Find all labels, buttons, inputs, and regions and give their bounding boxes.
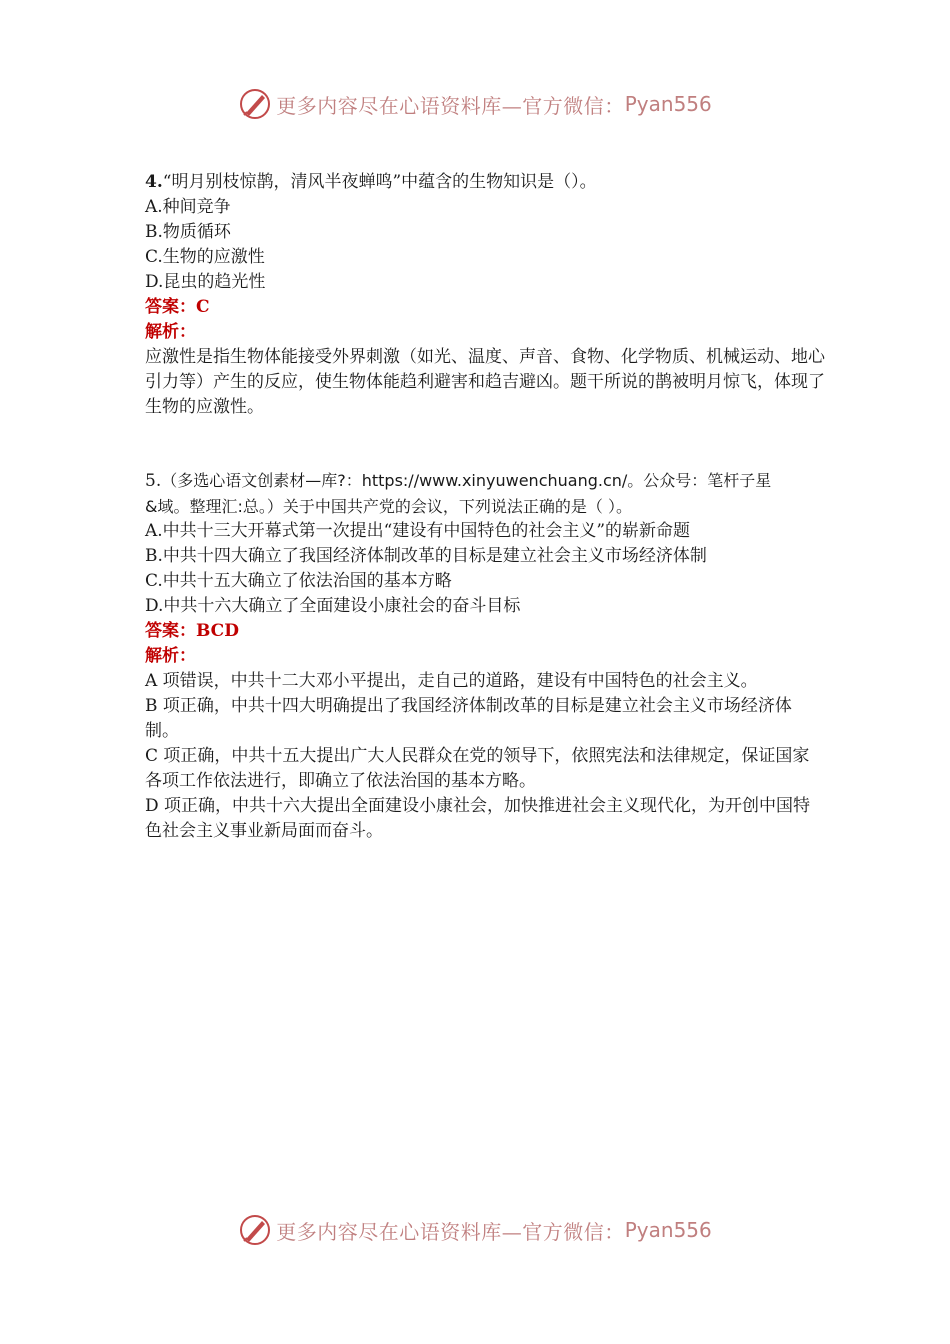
q4-option-d: D.昆虫的趋光性 [145,272,266,292]
q4-option-c: C.生物的应激性 [145,247,265,267]
banner-wechat-id: Pyan556 [624,92,712,116]
q5-analysis-d: D 项正确，中共十六大提出全面建设小康社会，加快推进社会主义现代化，为开创中国特色社会主义事业新局面而奋斗。 [145,796,811,841]
q4-analysis-label: 解析： [145,322,196,342]
header-banner [0,84,950,124]
footer-banner-text: 更多内容尽在心语资料库—官方微信： [276,1219,625,1244]
q5-analysis-a: A 项错误，中共十二大邓小平提出，走自己的道路，建设有中国特色的社会主义。 [145,671,758,691]
footer-banner-wechat-id: Pyan556 [624,1218,712,1242]
document-body [145,170,825,844]
q5-answer: 答案：BCD [145,621,239,641]
q5-analysis-c: C 项正确，中共十五大提出广大人民群众在党的领导下，依照宪法和法律规定，保证国家各项工作依法进行，即确立了依法治国的基本方略。 [145,746,810,791]
q5-analysis-label: 解析： [145,646,196,666]
q4-option-a: A.种间竞争 [145,197,231,217]
pen-logo-icon [238,1213,272,1247]
footer-banner [0,1210,950,1250]
question-5-stem-line2: &域。整理汇:总。）关于中国共产党的会议，下列说法正确的是（ ）。 [145,497,632,516]
question-5-stem-line1: 5.（多选心语文创素材—库?：https://www.xinyuwenchuang.cn/。公众号：笔杆子星 [145,471,772,491]
q5-analysis-b: B 项正确，中共十四大明确提出了我国经济体制改革的目标是建立社会主义市场经济体制。 [145,696,792,741]
q4-answer: 答案：C [145,297,210,317]
q4-analysis: 应激性是指生物体能接受外界刺激（如光、温度、声音、食物、化学物质、机械运动、地心引力等）产生的反应，使生物体能趋利避害和趋吉避凶。题干所说的鹊被明月惊飞，体现了生物的应激性。 [145,347,825,417]
q5-option-a: A.中共十三大开幕式第一次提出“建设有中国特色的社会主义”的崭新命题 [145,521,691,541]
banner-text: 更多内容尽在心语资料库—官方微信： [276,93,625,118]
q5-option-c: C.中共十五大确立了依法治国的基本方略 [145,571,452,591]
q5-option-b: B.中共十四大确立了我国经济体制改革的目标是建立社会主义市场经济体制 [145,546,707,566]
q5-option-d: D.中共十六大确立了全面建设小康社会的奋斗目标 [145,596,521,616]
pen-logo-icon [238,87,272,121]
q4-option-b: B.物质循环 [145,222,231,242]
question-4-stem: 4.“明月别枝惊鹊，清风半夜蝉鸣”中蕴含的生物知识是（）。 [145,172,597,192]
